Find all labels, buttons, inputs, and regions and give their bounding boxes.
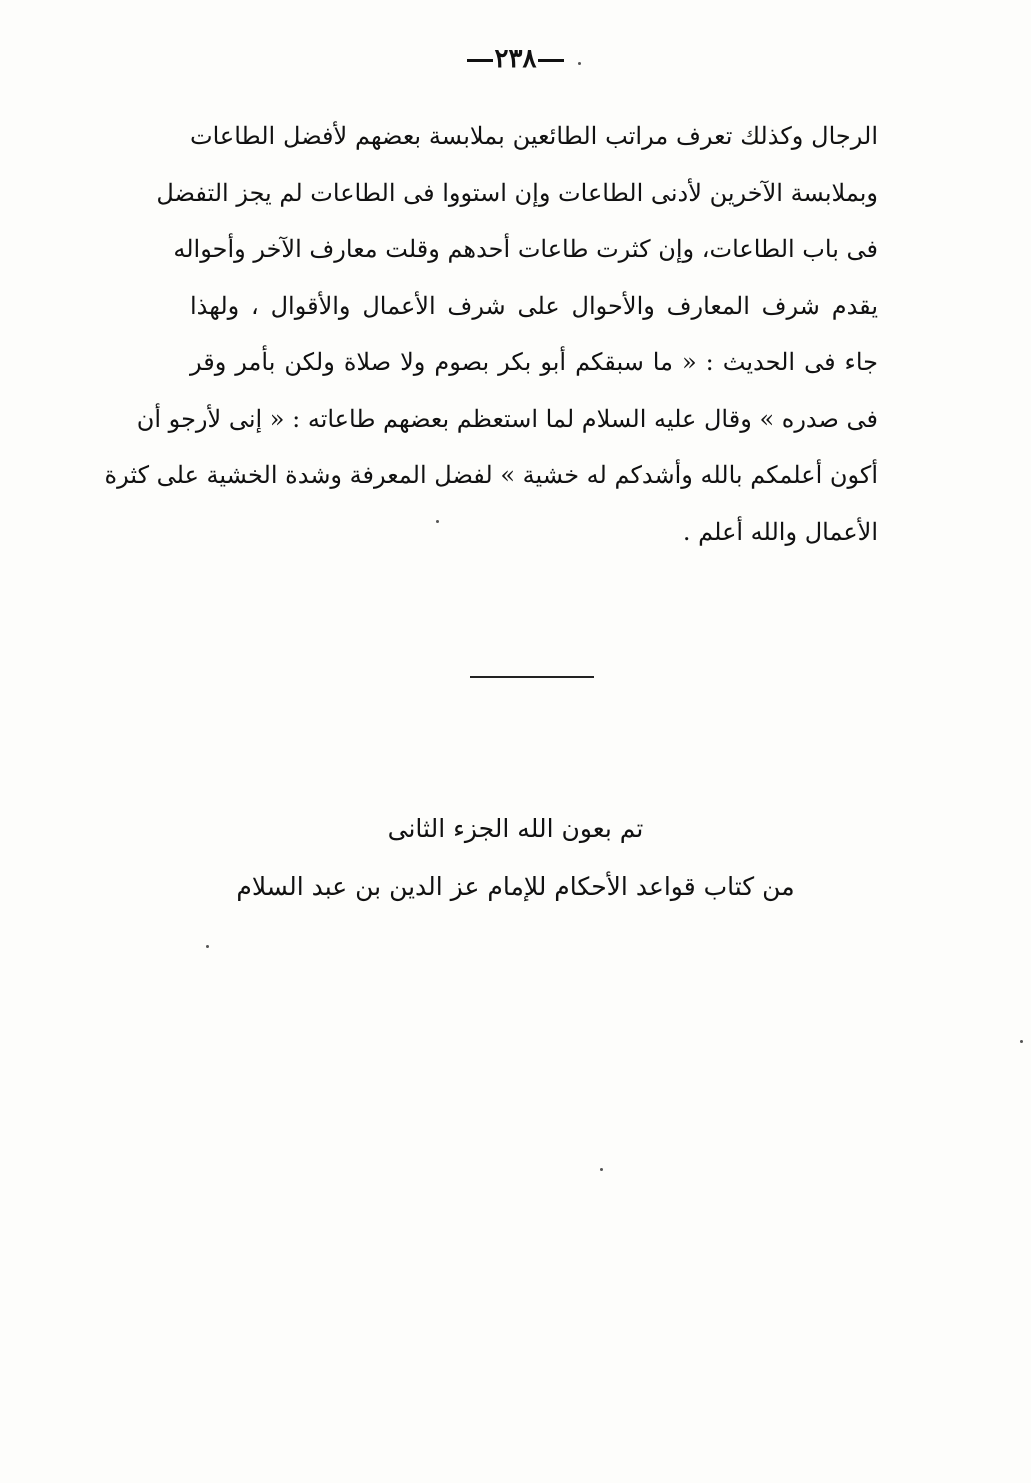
page-number-header <box>0 44 1031 74</box>
right-dash <box>538 59 564 62</box>
scan-speck <box>1020 1040 1023 1043</box>
body-paragraph <box>104 108 878 560</box>
scan-speck <box>206 945 209 948</box>
colophon-line-2: من كتاب قواعد الأحكام للإمام عز الدين بن عبد السلام <box>236 872 795 901</box>
section-divider <box>470 676 594 678</box>
text-line: يقدم شرف المعارف والأحوال على شرف الأعمال والأقوال ، ولهذا <box>190 291 878 320</box>
page-number: ٢٣٨ <box>494 44 537 74</box>
text-line: الرجال وكذلك تعرف مراتب الطائعين بملابسة بعضهم لأفضل الطاعات <box>190 122 878 150</box>
scan-speck <box>436 520 439 523</box>
text-line: فى صدره » وقال عليه السلام لما استعظم بعضهم طاعاته : « إنى لأرجو أن <box>136 404 878 433</box>
colophon-line-1: تم بعون الله الجزء الثانى <box>387 814 644 843</box>
text-line: أكون أعلمكم بالله وأشدكم له خشية » لفضل المعرفة وشدة الخشية على كثرة <box>104 461 878 489</box>
scan-speck <box>600 1168 603 1171</box>
text-line: جاء فى الحديث : « ما سبقكم أبو بكر بصوم ولا صلاة ولكن بأمر وقر <box>190 348 878 376</box>
text-line: وبملابسة الآخرين لأدنى الطاعات وإن استووا فى الطاعات لم يجز التفضل <box>156 178 878 207</box>
scan-speck <box>578 62 581 65</box>
colophon <box>200 800 831 916</box>
text-line-last: الأعمال والله أعلم . <box>682 517 878 546</box>
text-line: فى باب الطاعات، وإن كثرت طاعات أحدهم وقلت معارف الآخر وأحواله <box>173 235 878 263</box>
left-dash <box>467 59 493 62</box>
